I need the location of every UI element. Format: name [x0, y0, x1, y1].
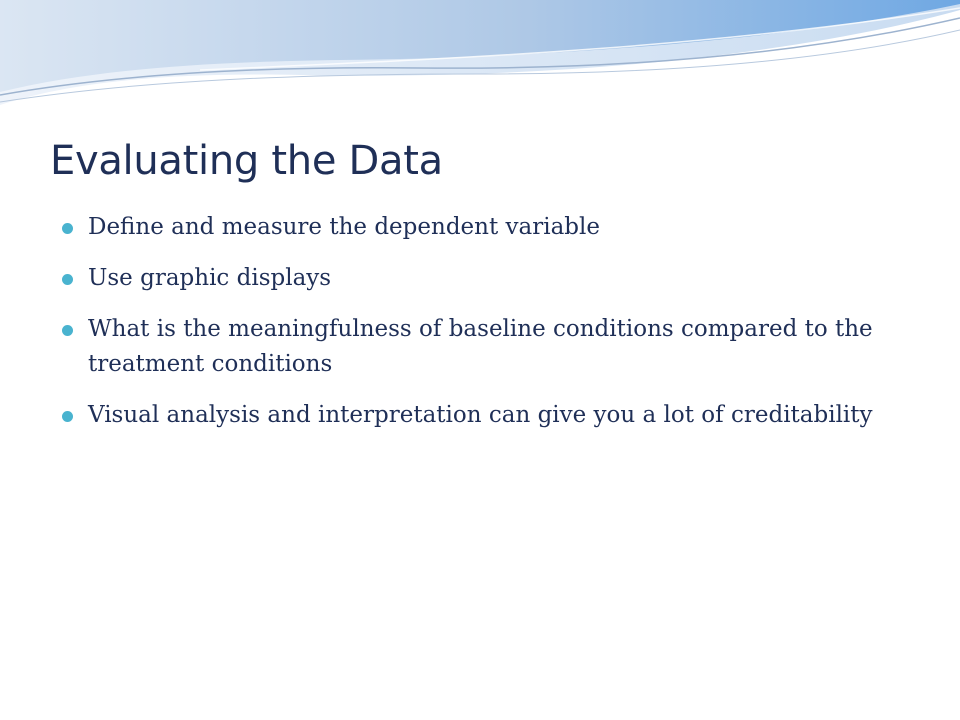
bullet-dot-icon	[62, 325, 73, 336]
bullet-text: Visual analysis and interpretation can give you a lot of creditability	[88, 402, 873, 428]
bullet-item	[58, 210, 908, 245]
bullet-dot-icon	[62, 274, 73, 285]
slide-title: Evaluating the Data	[50, 138, 443, 184]
bullet-item	[58, 261, 908, 296]
bullet-text: Define and measure the dependent variable	[88, 214, 600, 240]
bullet-dot-icon	[62, 411, 73, 422]
bullet-dot-icon	[62, 223, 73, 234]
header-wave-decoration	[0, 0, 960, 120]
bullet-item	[58, 398, 908, 433]
bullet-list	[58, 210, 908, 449]
bullet-text: What is the meaningfulness of baseline conditions compared to the treatment conditions	[88, 316, 873, 377]
bullet-item	[58, 312, 908, 382]
bullet-text: Use graphic displays	[88, 265, 332, 291]
